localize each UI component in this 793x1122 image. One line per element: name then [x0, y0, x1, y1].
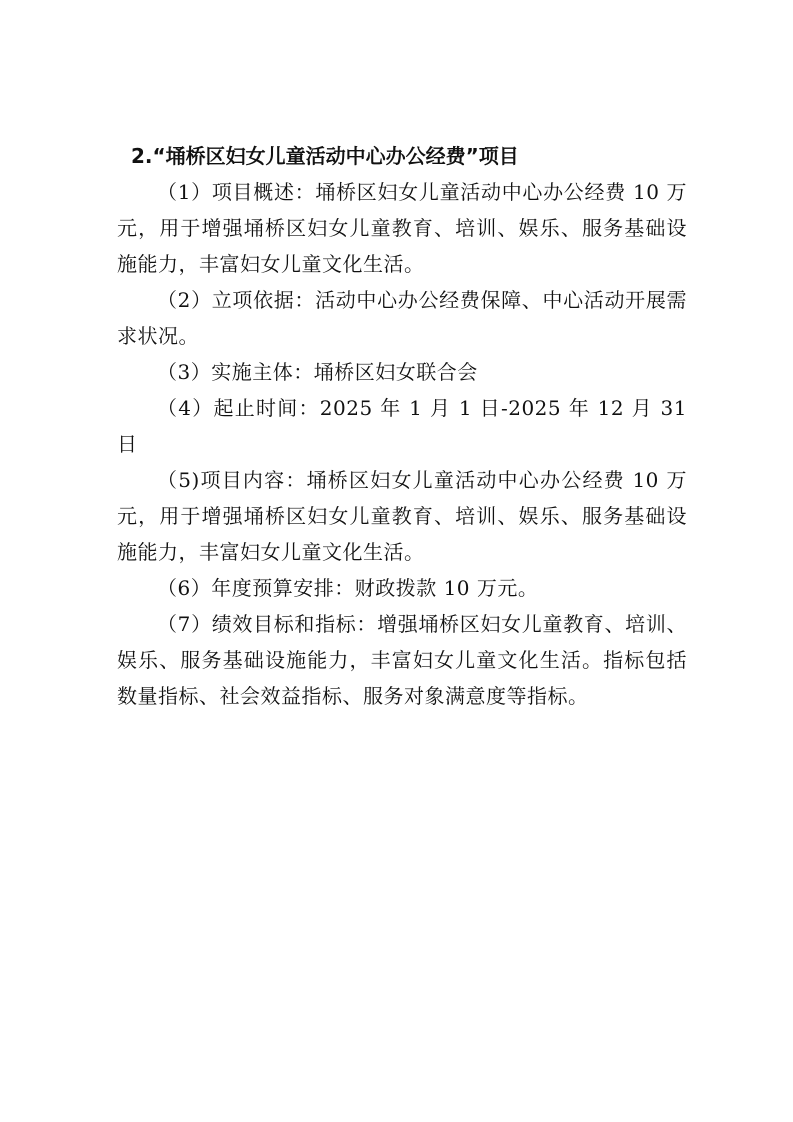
section-heading: 2.“埇桥区妇女儿童活动中心办公经费”项目: [131, 144, 519, 168]
paragraph-basis: （2）立项依据：活动中心办公经费保障、中心活动开展需求状况。: [117, 288, 687, 348]
paragraph-content: （5)项目内容：埇桥区妇女儿童活动中心办公经费 10 万元，用于增强埇桥区妇女儿童教育、培训、娱乐、服务基础设施能力，丰富妇女儿童文化生活。: [117, 468, 687, 564]
paragraph-budget: （6）年度预算安排：财政拨款 10 万元。: [157, 576, 539, 600]
paragraph-performance: （7）绩效目标和指标：增强埇桥区妇女儿童教育、培训、娱乐、服务基础设施能力，丰富妇女儿童文化生活。指标包括数量指标、社会效益指标、服务对象满意度等指标。: [117, 612, 687, 708]
paragraph-overview: （1）项目概述：埇桥区妇女儿童活动中心办公经费 10 万元，用于增强埇桥区妇女儿童教育、培训、娱乐、服务基础设施能力，丰富妇女儿童文化生活。: [117, 180, 687, 276]
paragraph-implementer: （3）实施主体：埇桥区妇女联合会: [157, 360, 478, 384]
paragraph-period: （4）起止时间：2025 年 1 月 1 日-2025 年 12 月 31 日: [117, 396, 687, 456]
document-body: [117, 138, 687, 714]
